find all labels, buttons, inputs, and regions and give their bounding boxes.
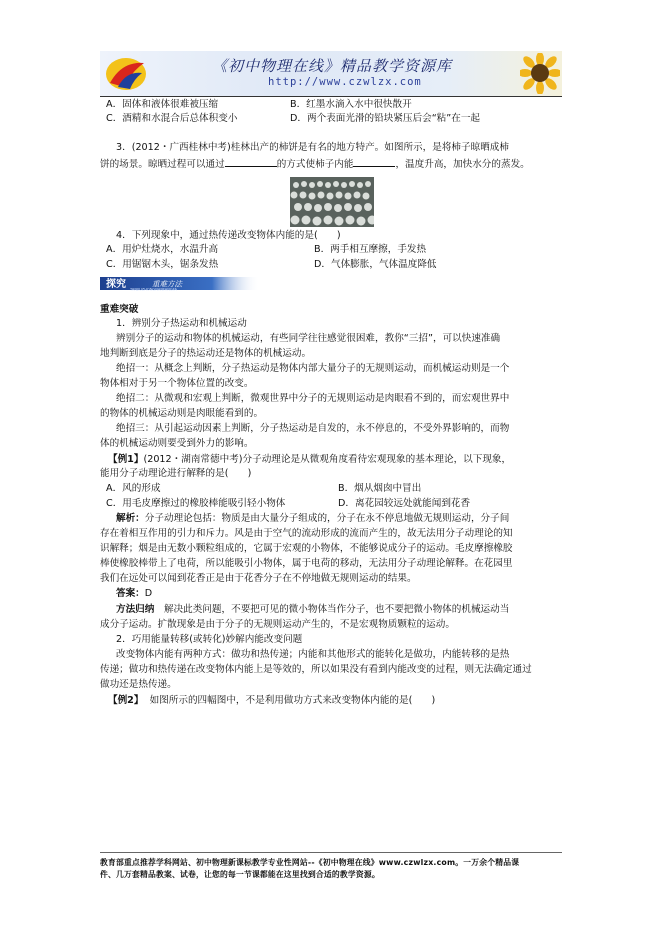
option-a: A．固体和液体很难被压缩: [106, 99, 219, 110]
q3-text-b: 的方式使柿子内能: [276, 159, 354, 170]
method-summary-text1: 解决此类问题，不要把可见的微小物体当作分子，也不要把微小物体的机械运动当: [154, 604, 510, 615]
method1-line2: 物体相对于另一个物体位置的改变。: [100, 378, 254, 389]
q3-text-a: 饼的场景。晾晒过程可以通过: [100, 159, 225, 170]
persimmon-drying-photo: [290, 177, 374, 227]
example1-line1: [108, 453, 511, 466]
example1-option-c: C．用毛皮摩擦过的橡胶棒能吸引轻小物体: [106, 498, 286, 509]
method1-line1: 绝招一：从概念上判断，分子热运动是物体内部大量分子的无规则运动，而机械运动则是一个: [116, 363, 510, 374]
example1-label: 【例1】: [108, 454, 144, 465]
q4-option-d: D．气体膨胀，气体温度降低: [314, 259, 437, 270]
banner-title: 《初中物理在线》精品教学资源库: [212, 57, 453, 75]
q3-blank-1[interactable]: [225, 156, 277, 167]
method2-line2: 的物体的机械运动则是肉眼能看到的。: [100, 408, 264, 419]
analysis-label: 解析：: [116, 513, 145, 524]
topic2-p2: 传递；做功和热传递在改变物体内能上是等效的，所以如果没有看到内能改变的过程，则无法确定通过: [100, 664, 532, 675]
topic2-heading: 2．巧用能量转移(或转化)妙解内能改变问题: [116, 634, 303, 645]
option-b: B．红墨水滴入水中很快散开: [290, 99, 412, 110]
example1-option-d: D．离花园较远处就能闻到花香: [338, 498, 471, 509]
banner-url[interactable]: http://www.czwlzx.com: [268, 76, 422, 88]
section-badge-sub: 重难方法: [152, 279, 182, 289]
answer-label: 答案：: [116, 588, 145, 599]
analysis-line1: [116, 512, 509, 525]
method-summary-label: 方法归纳: [116, 604, 155, 615]
method-summary-line1: [116, 603, 509, 616]
option-c: C．酒精和水混合后总体积变小: [106, 113, 238, 124]
footer-rule: [100, 852, 562, 853]
q4-option-b: B．两手相互摩擦，手发热: [314, 244, 427, 255]
example2-label: 【例2】: [108, 695, 144, 706]
q4-option-a: A．用炉灶烧水，水温升高: [106, 244, 219, 255]
footer-line1: 教育部重点推荐学科网站、初中物理新课标教学专业性网站--《初中物理在线》www.czwlzx.com。一万余个精品课: [100, 858, 520, 867]
section-badge-pinyin: TANJIUZHONGNANFANGFA: [130, 287, 177, 291]
example1-option-a: A．风的形成: [106, 483, 161, 494]
answer-line: [116, 587, 152, 600]
example2-stem: 如图所示的四幅图中，不是利用做功方式来改变物体内能的是( ): [149, 695, 436, 706]
q4-stem: 4．下列现象中，通过热传递改变物体内能的是( ): [116, 230, 341, 241]
header-rule: [100, 96, 562, 97]
analysis-line5: 我们在远处可以闻到花香正是由于花香分子在不停地做无规则运动的结果。: [100, 573, 417, 584]
site-logo-icon: [104, 53, 150, 93]
topic2-p3: 做功还是热传递。: [100, 679, 177, 690]
method-summary-line2: 成分子运动。扩散现象是由于分子的无规则运动产生的，不是宏观物质颗粒的运动。: [100, 619, 455, 630]
topic1-p1: 辨别分子的运动和物体的机械运动，有些同学往往感觉很困难，教你“三招”，可以快速准确: [116, 333, 501, 344]
topic1-p2: 地判断到底是分子的热运动还是物体的机械运动。: [100, 348, 312, 359]
example1-stem2: 能用分子动理论进行解释的是( ): [100, 468, 252, 479]
section-badge-label: 探究: [106, 279, 126, 290]
example1-option-b: B．烟从烟囱中冒出: [338, 483, 422, 494]
method3-line1: 绝招三：从引起运动因素上判断，分子热运动是自发的，永不停息的，不受外界影响的，而物: [116, 423, 510, 434]
option-d: D．两个表面光滑的铅块紧压后会“粘”在一起: [290, 113, 481, 124]
example2-line: [108, 694, 435, 707]
analysis-line3: 识解释；烟是由无数小颗粒组成的，它属于宏观的小物体，不能够说成分子的运动。毛皮摩擦橡胶: [100, 543, 513, 554]
sunflower-icon: [520, 53, 560, 94]
topic2-p1: 改变物体内能有两种方式：做功和热传递；内能和其他形式的能转化是做功，内能转移的是热: [116, 649, 510, 660]
answer-value: D: [144, 588, 153, 599]
q3-line2: [100, 156, 530, 171]
method3-line2: 体的机械运动则要受到外力的影响。: [100, 438, 254, 449]
q3-text-c: ，温度升高，加快水分的蒸发。: [395, 159, 530, 170]
q4-option-c: C．用锯锯木头，锯条发热: [106, 259, 219, 270]
q3-blank-2[interactable]: [353, 156, 395, 167]
analysis-text1: 分子动理论包括：物质是由大量分子组成的，分子在永不停息地做无规则运动，分子间: [144, 513, 510, 524]
analysis-line4: 棒使橡胶棒带上了电荷，所以能吸引小物体，属于电荷的移动，无法用分子动理论解释。在花园里: [100, 558, 513, 569]
topic1-heading: 1．辨别分子热运动和机械运动: [116, 318, 247, 329]
q3-line1: 3．(2012・广西桂林中考)桂林出产的柿饼是有名的地方特产。如图所示，是将柿子晾晒成柿: [116, 142, 509, 153]
header-banner: [100, 51, 562, 96]
method2-line1: 绝招二：从微观和宏观上判断，微观世界中分子的无规则运动是肉眼看不到的，而宏观世界中: [116, 393, 510, 404]
section-title: 重难突破: [100, 304, 139, 315]
example1-stem1: (2012・湖南常德中考)分子动理论是从微观角度看待宏观现象的基本理论，以下现象，: [143, 454, 512, 465]
analysis-line2: 存在着相互作用的引力和斥力。风是由于空气的流动形成的流而产生的，故无法用分子动理论的知: [100, 528, 513, 539]
section-badge: [100, 276, 260, 291]
footer-line2: 件、几万套精品教案、试卷，让您的每一节课都能在这里找到合适的教学资源。: [100, 870, 380, 879]
